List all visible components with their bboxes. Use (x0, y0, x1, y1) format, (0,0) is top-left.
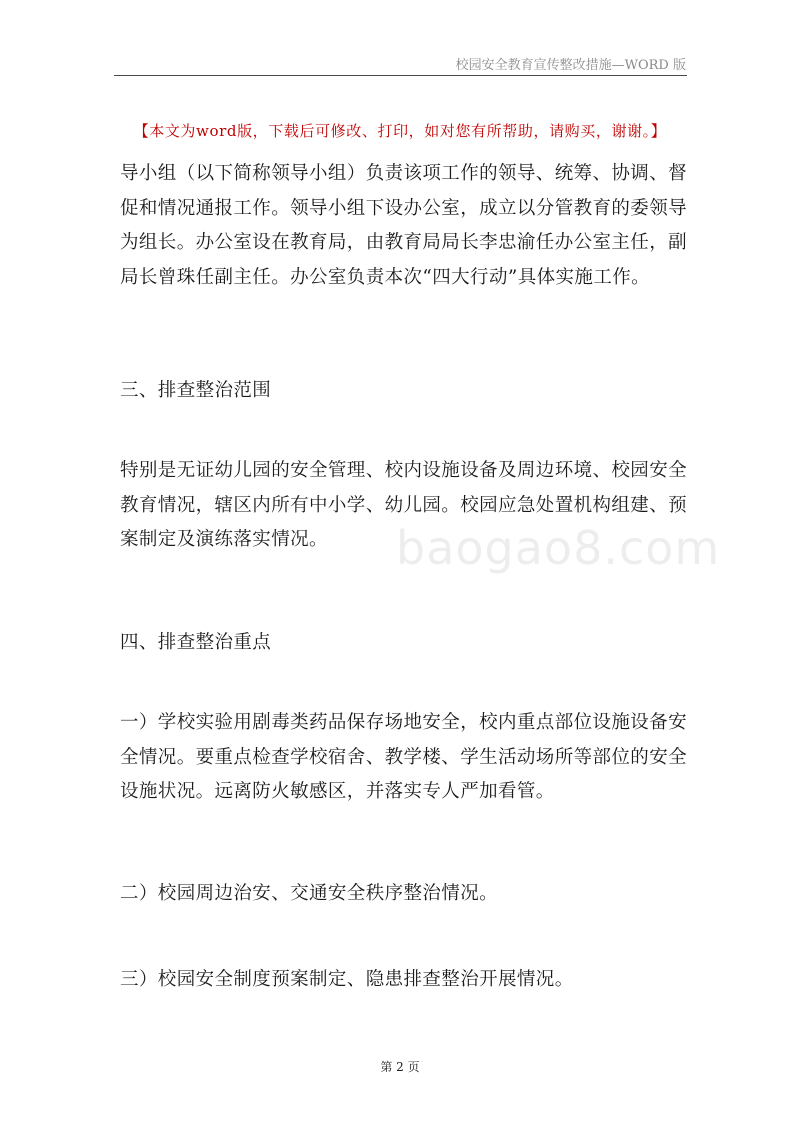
section-heading-scope: 三、排查整治范围 (120, 380, 272, 401)
paragraph-focus-item-1: 一）学校实验用剧毒类药品保存场地安全，校内重点部位设施设备安全情况。要重点检查学校宿舍、教学楼、学生活动场所等部位的安全设施状况。远离防火敏感区，并落实专人严加看管。 (120, 712, 688, 802)
watermark: baogao8.com (396, 521, 721, 575)
list-item-2: 二）校园周边治安、交通安全秩序整治情况。 (120, 883, 499, 904)
paragraph-leadership: 导小组（以下简称领导小组）负责该项工作的领导、统筹、协调、督促和情况通报工作。领导小组下设办公室，成立以分管教育的委领导为组长。办公室设在教育局，由教育局局长李忠渝任办公室主任，副局长曾珠任副主任。办公室负责本次“四大行动”具体实施工作。 (120, 163, 688, 288)
header-rule (114, 75, 687, 76)
list-item-3: 三）校园安全制度预案制定、隐患排查整治开展情况。 (120, 969, 574, 990)
paragraph-scope: 特别是无证幼儿园的安全管理、校内设施设备及周边环境、校园安全教育情况，辖区内所有中小学、幼儿园。校园应急处置机构组建、预案制定及演练落实情况。 (120, 460, 688, 550)
header-title: 校园安全教育宣传整改措施—WORD 版 (455, 58, 686, 73)
section-heading-focus: 四、排查整治重点 (120, 632, 272, 653)
download-notice: 【本文为word版，下载后可修改、打印，如对您有所帮助，请购买，谢谢。】 (133, 122, 667, 140)
page-number: 第 2 页 (380, 1060, 420, 1074)
